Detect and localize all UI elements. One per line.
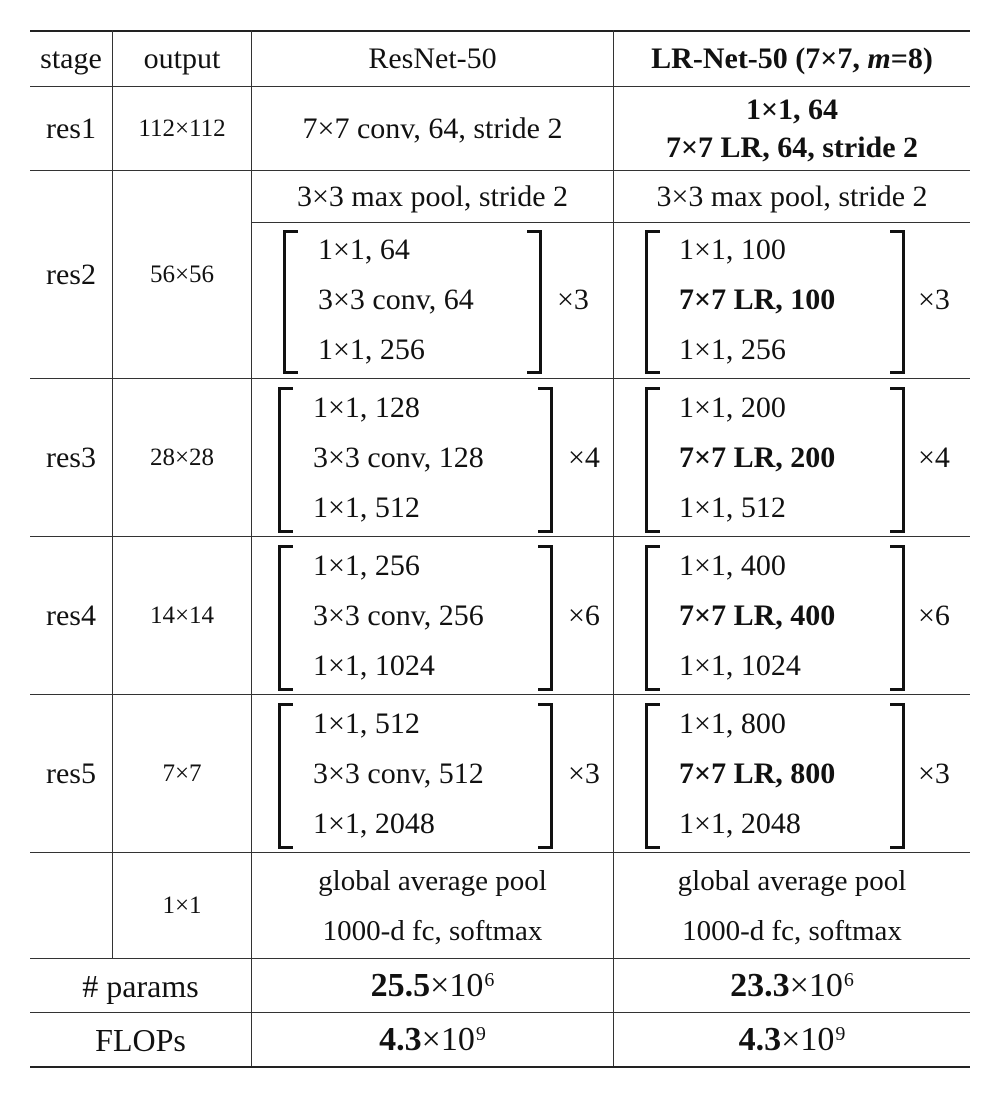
layer-line: 1×1, 256 — [679, 333, 786, 366]
res2-stage: res2 — [46, 257, 96, 291]
res5-resnet-lines — [313, 702, 484, 846]
pool-rule — [252, 222, 970, 223]
header-stage: stage — [40, 42, 102, 75]
header-lrnet: LR-Net-50 (7×7, m =8) — [651, 42, 933, 75]
res2-resnet-lines — [318, 228, 474, 372]
layer-line: 7×7 LR, 200 — [679, 441, 836, 474]
layer-line: 1×1, 100 — [679, 233, 786, 266]
flops-resnet: 4.3 ×10 $^9$ — [379, 1020, 486, 1058]
final-lrnet: global average pool 1000-d fc, softmax — [677, 864, 907, 947]
res5-resnet-repeat: ×3 — [568, 757, 600, 790]
res3-resnet-repeat: ×4 — [568, 441, 600, 474]
res4-resnet-lines — [313, 544, 484, 688]
res2-output: 56×56 — [149, 260, 215, 288]
left-bracket — [645, 230, 660, 374]
right-bracket — [890, 230, 905, 374]
res3-resnet-lines — [313, 386, 484, 530]
params-resnet: 25.5 ×10 $^6$ — [370, 966, 495, 1004]
final-output: 1×1 — [162, 891, 202, 919]
res2-lrnet-repeat: ×3 — [918, 283, 950, 316]
layer-line: 1×1, 512 — [313, 707, 420, 740]
layer-line: 3×3 conv, 256 — [313, 599, 484, 632]
layer-line: 1×1, 512 — [679, 491, 786, 524]
layer-line: 7×7 LR, 100 — [679, 283, 836, 316]
res4-lrnet-lines — [679, 544, 835, 688]
left-bracket — [645, 545, 660, 691]
final-resnet: global average pool 1000-d fc, softmax — [318, 864, 547, 947]
layer-line: 1×1, 256 — [318, 333, 425, 366]
res3-lrnet-repeat: ×4 — [918, 441, 950, 474]
res1-stage: res1 — [46, 111, 96, 145]
left-bracket — [645, 387, 660, 533]
right-bracket — [538, 545, 553, 691]
layer-line: 1×1, 200 — [679, 391, 786, 424]
params-lrnet: 23.3 ×10 $^6$ — [730, 966, 854, 1004]
left-bracket — [278, 545, 293, 691]
left-bracket — [283, 230, 298, 374]
layer-line: 7×7 LR, 400 — [679, 599, 836, 632]
res2-lrnet-lines — [679, 228, 835, 372]
right-bracket — [890, 545, 905, 691]
header-output: output — [143, 42, 221, 75]
left-bracket — [278, 703, 293, 849]
res1-resnet: 7×7 conv, 64, stride 2 — [302, 111, 563, 145]
layer-line: 1×1, 64 — [318, 233, 410, 266]
layer-line: 3×3 conv, 64 — [318, 283, 474, 316]
right-bracket — [527, 230, 542, 374]
right-bracket — [538, 703, 553, 849]
layer-line: 3×3 conv, 512 — [313, 757, 484, 790]
left-bracket — [645, 703, 660, 849]
layer-line: 1×1, 1024 — [313, 649, 435, 682]
layer-line: 1×1, 256 — [313, 549, 420, 582]
res5-lrnet-lines — [679, 702, 835, 846]
params-label: # params — [82, 967, 199, 1004]
header-resnet: ResNet-50 — [368, 42, 497, 75]
res4-output: 14×14 — [149, 601, 215, 629]
res2-resnet-repeat: ×3 — [557, 283, 589, 316]
layer-line: 7×7 LR, 800 — [679, 757, 836, 790]
layer-line: 1×1, 128 — [313, 391, 420, 424]
left-bracket — [278, 387, 293, 533]
flops-lrnet: 4.3 ×10 $^9$ — [738, 1020, 846, 1058]
res5-stage: res5 — [46, 756, 96, 790]
res3-stage: res3 — [46, 440, 96, 474]
layer-line: 1×1, 2048 — [679, 807, 801, 840]
right-bracket — [538, 387, 553, 533]
res4-resnet-repeat: ×6 — [568, 599, 600, 632]
res5-output: 7×7 — [162, 759, 202, 787]
layer-line: 1×1, 800 — [679, 707, 786, 740]
res1-lrnet: 1×1, 64 7×7 LR, 64, stride 2 — [665, 92, 919, 164]
res3-output: 28×28 — [149, 443, 215, 471]
res1-output: 112×112 — [138, 114, 226, 142]
layer-line: 3×3 conv, 128 — [313, 441, 484, 474]
res5-lrnet-repeat: ×3 — [918, 757, 950, 790]
res3-lrnet-lines — [679, 386, 835, 530]
right-bracket — [890, 703, 905, 849]
layer-line: 1×1, 512 — [313, 491, 420, 524]
flops-label: FLOPs — [95, 1021, 186, 1058]
res2-lrnet-pool: 3×3 max pool, stride 2 — [656, 179, 928, 213]
layer-line: 1×1, 1024 — [679, 649, 801, 682]
res4-lrnet-repeat: ×6 — [918, 599, 950, 632]
right-bracket — [890, 387, 905, 533]
layer-line: 1×1, 400 — [679, 549, 786, 582]
layer-line: 1×1, 2048 — [313, 807, 435, 840]
res2-resnet-pool: 3×3 max pool, stride 2 — [296, 179, 569, 213]
res4-stage: res4 — [46, 598, 96, 632]
bottom-rule — [30, 1066, 970, 1068]
